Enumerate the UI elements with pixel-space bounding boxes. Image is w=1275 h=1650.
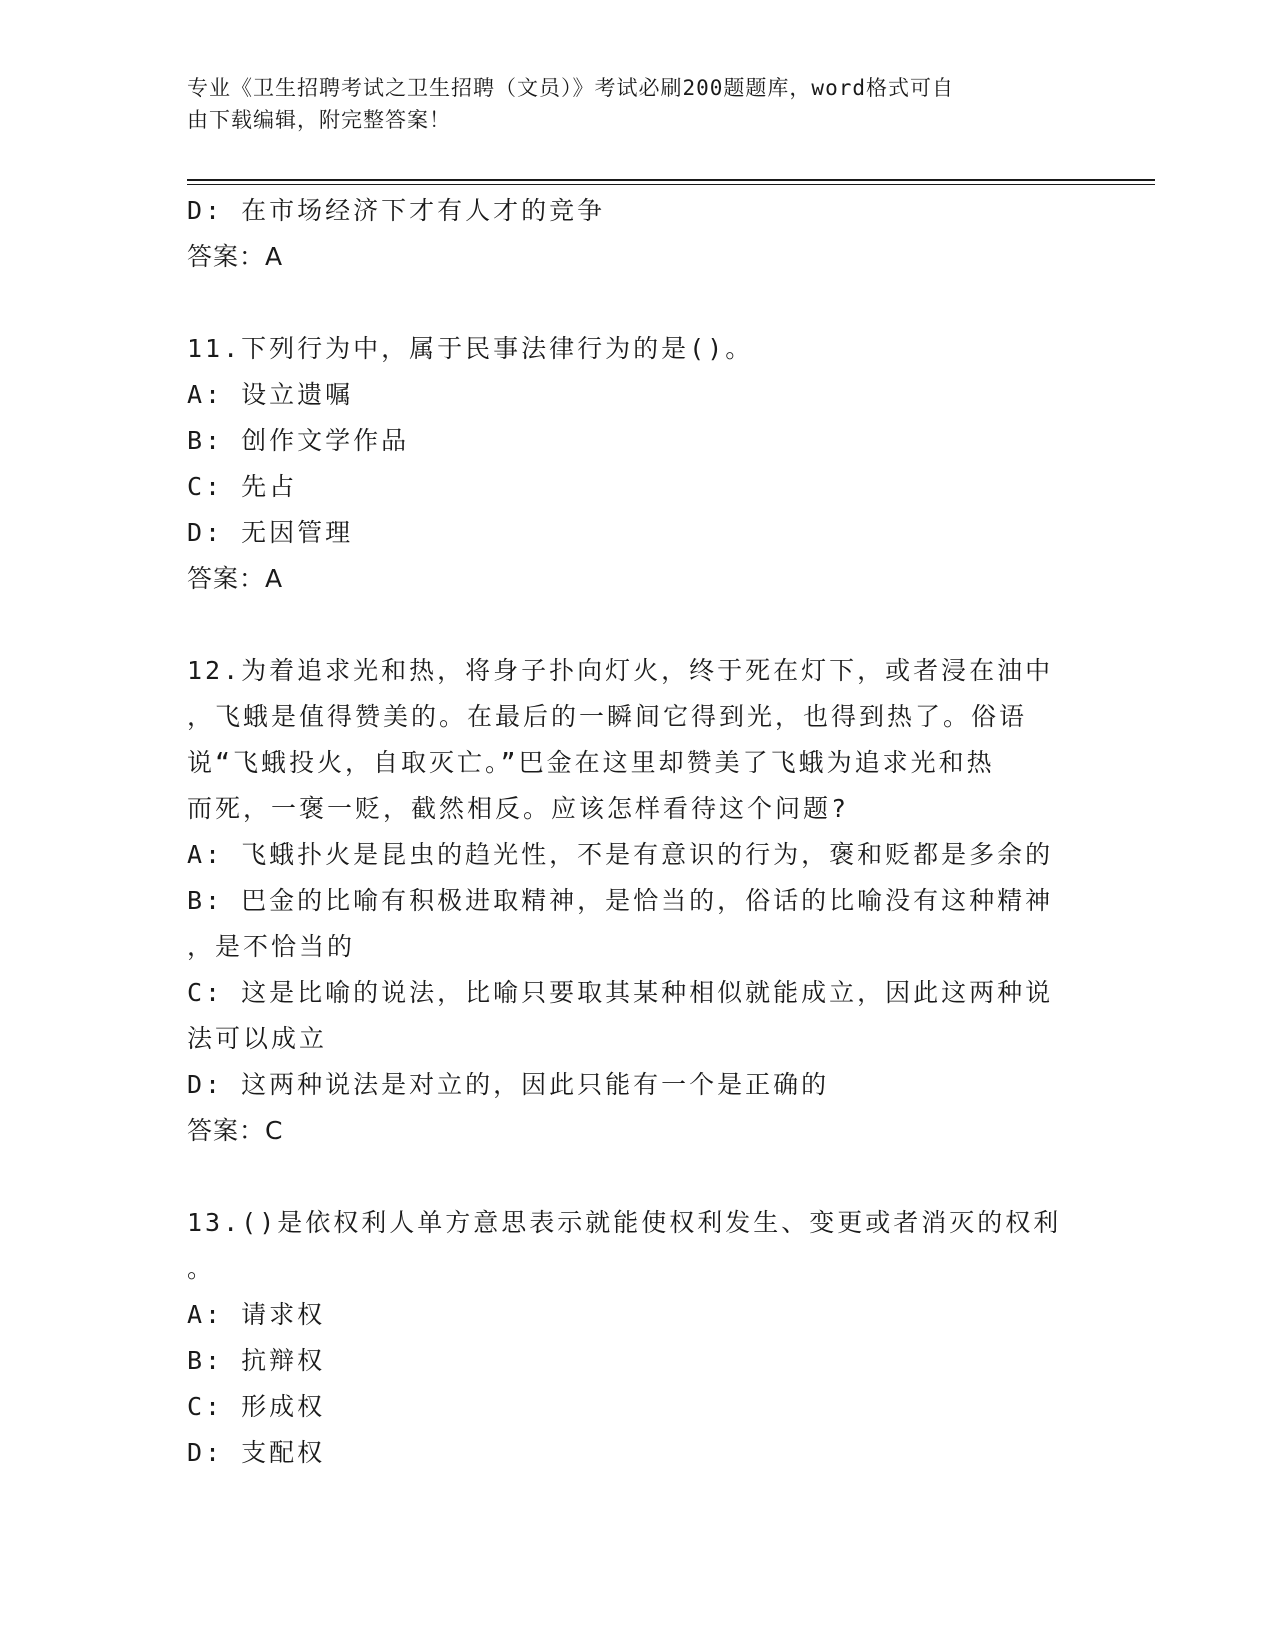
header-divider-thick [187,179,1155,181]
spacer [187,602,1087,648]
question-stem-line-2: ，飞蛾是值得赞美的。在最后的一瞬间它得到光，也得到热了。俗语 [187,702,1028,731]
option-c: C: 先占 [187,472,298,501]
question-stem-line-1: 13.()是依权利人单方意思表示就能使权利发生、变更或者消灭的权利 [187,1208,1062,1237]
option-a: A: 飞蛾扑火是昆虫的趋光性，不是有意识的行为，褒和贬都是多余的 [187,840,1054,869]
answer-line: 答案：A [187,564,284,593]
option-b-line-1: B: 巴金的比喻有积极进取精神，是恰当的，俗话的比喻没有这种精神 [187,886,1054,915]
spacer [187,1154,1087,1200]
question-stem-line-2: 。 [187,1254,216,1283]
spacer [187,280,1087,326]
question-stem-line-3: 说“飞蛾投火，自取灭亡。”巴金在这里却赞美了飞蛾为追求光和热 [187,748,995,777]
header-title-line-1: 专业《卫生招聘考试之卫生招聘（文员）》考试必刷200题题库，word格式可自 [187,76,954,100]
header-title-line-2: 由下载编辑，附完整答案！ [187,108,451,132]
question-stem-line-1: 12.为着追求光和热，将身子扑向灯火，终于死在灯下，或者浸在油中 [187,656,1054,685]
question-11 [187,326,1087,602]
option-a: A: 请求权 [187,1300,326,1329]
question-stem-line-4: 而死，一褒一贬，截然相反。应该怎样看待这个问题? [187,794,850,823]
question-stem: 11.下列行为中，属于民事法律行为的是()。 [187,334,754,363]
option-b-line-2: ，是不恰当的 [187,932,356,961]
option-c: C: 形成权 [187,1392,326,1421]
question-13 [187,1200,1087,1476]
option-c-line-1: C: 这是比喻的说法，比喻只要取其某种相似就能成立，因此这两种说 [187,978,1054,1007]
question-12 [187,648,1087,1154]
question-10 [187,188,1087,280]
header-divider-thin [187,184,1155,185]
option-a: A: 设立遗嘱 [187,380,354,409]
option-d: D: 这两种说法是对立的，因此只能有一个是正确的 [187,1070,830,1099]
question-list [187,188,1087,1476]
option-d: D: 支配权 [187,1438,326,1467]
option-b: B: 创作文学作品 [187,426,410,455]
option-d: D: 无因管理 [187,518,354,547]
option-c-line-2: 法可以成立 [187,1024,328,1053]
answer-line: 答案：C [187,1116,284,1145]
answer-line: 答案：A [187,242,284,271]
document-header [187,72,1067,136]
option-b: B: 抗辩权 [187,1346,326,1375]
option-d: D: 在市场经济下才有人才的竞争 [187,196,606,225]
